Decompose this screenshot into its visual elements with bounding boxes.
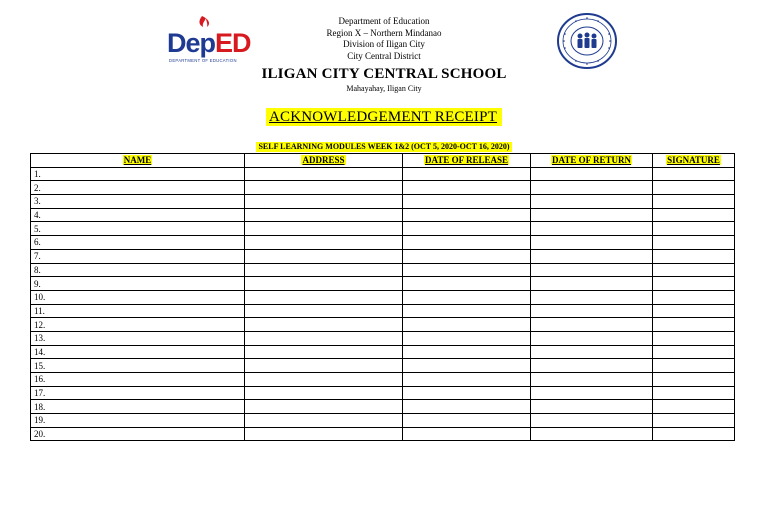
svg-text:DEPARTMENT OF EDUCATION: DEPARTMENT OF EDUCATION — [169, 58, 237, 63]
address-cell[interactable] — [245, 386, 403, 400]
signature-cell[interactable] — [653, 386, 735, 400]
header-line-division: Division of Iligan City — [343, 39, 425, 49]
school-address: Mahayahay, Iligan City — [346, 84, 422, 93]
return-date-cell[interactable] — [531, 414, 653, 428]
table-row — [31, 222, 735, 236]
table-row — [31, 236, 735, 250]
release-date-cell[interactable] — [403, 181, 531, 195]
table-row — [31, 331, 735, 345]
signature-cell[interactable] — [653, 249, 735, 263]
release-date-cell[interactable] — [403, 414, 531, 428]
table-row — [31, 208, 735, 222]
table-header-row — [31, 154, 735, 168]
signature-cell[interactable] — [653, 318, 735, 332]
table-row — [31, 195, 735, 209]
address-cell[interactable] — [245, 359, 403, 373]
name-cell[interactable]: 17. — [31, 386, 245, 400]
release-date-cell[interactable] — [403, 263, 531, 277]
table-row — [31, 386, 735, 400]
address-cell[interactable] — [245, 167, 403, 181]
signature-cell[interactable] — [653, 304, 735, 318]
name-cell[interactable]: 19. — [31, 414, 245, 428]
return-date-cell[interactable] — [531, 249, 653, 263]
address-cell[interactable] — [245, 195, 403, 209]
name-cell[interactable]: 14. — [31, 345, 245, 359]
table-row — [31, 318, 735, 332]
release-date-cell[interactable] — [403, 331, 531, 345]
name-cell[interactable]: 10. — [31, 290, 245, 304]
address-cell[interactable] — [245, 373, 403, 387]
name-cell[interactable]: 8. — [31, 263, 245, 277]
header-line-department: Department of Education — [338, 16, 430, 26]
release-date-cell[interactable] — [403, 318, 531, 332]
return-date-cell[interactable] — [531, 208, 653, 222]
table-row — [31, 359, 735, 373]
signature-cell[interactable] — [653, 427, 735, 441]
column-header-date-of-release: DATE OF RELEASE — [403, 154, 531, 168]
name-cell[interactable]: 20. — [31, 427, 245, 441]
signature-cell[interactable] — [653, 208, 735, 222]
release-date-cell[interactable] — [403, 195, 531, 209]
name-cell[interactable]: 16. — [31, 373, 245, 387]
table-row — [31, 345, 735, 359]
return-date-cell[interactable] — [531, 167, 653, 181]
table-row — [31, 263, 735, 277]
signature-cell[interactable] — [653, 167, 735, 181]
return-date-cell[interactable] — [531, 222, 653, 236]
address-cell[interactable] — [245, 236, 403, 250]
return-date-cell[interactable] — [531, 427, 653, 441]
signature-cell[interactable] — [653, 331, 735, 345]
column-header-name: NAME — [31, 154, 245, 168]
name-cell[interactable]: 5. — [31, 222, 245, 236]
document-subtitle: SELF LEARNING MODULES WEEK 1&2 (OCT 5, 2020-OCT 16, 2020) — [258, 142, 510, 151]
receipt-table — [30, 153, 735, 441]
name-cell[interactable]: 13. — [31, 331, 245, 345]
document-title: ACKNOWLEDGEMENT RECEIPT — [266, 108, 502, 126]
signature-cell[interactable] — [653, 263, 735, 277]
name-cell[interactable]: 11. — [31, 304, 245, 318]
return-date-cell[interactable] — [531, 236, 653, 250]
return-date-cell[interactable] — [531, 277, 653, 291]
release-date-cell[interactable] — [403, 400, 531, 414]
signature-cell[interactable] — [653, 222, 735, 236]
address-cell[interactable] — [245, 400, 403, 414]
table-row — [31, 373, 735, 387]
address-cell[interactable] — [245, 249, 403, 263]
signature-cell[interactable] — [653, 181, 735, 195]
school-name: ILIGAN CITY CENTRAL SCHOOL — [261, 66, 507, 82]
address-cell[interactable] — [245, 222, 403, 236]
release-date-cell[interactable] — [403, 290, 531, 304]
signature-cell[interactable] — [653, 414, 735, 428]
name-cell[interactable]: 3. — [31, 195, 245, 209]
table-row — [31, 427, 735, 441]
return-date-cell[interactable] — [531, 304, 653, 318]
release-date-cell[interactable] — [403, 277, 531, 291]
release-date-cell[interactable] — [403, 208, 531, 222]
address-cell[interactable] — [245, 304, 403, 318]
address-cell[interactable] — [245, 290, 403, 304]
return-date-cell[interactable] — [531, 263, 653, 277]
name-cell[interactable]: 7. — [31, 249, 245, 263]
release-date-cell[interactable] — [403, 386, 531, 400]
table-row — [31, 277, 735, 291]
return-date-cell[interactable] — [531, 290, 653, 304]
table-row — [31, 414, 735, 428]
release-date-cell[interactable] — [403, 222, 531, 236]
table-row — [31, 167, 735, 181]
return-date-cell[interactable] — [531, 331, 653, 345]
name-cell[interactable]: 9. — [31, 277, 245, 291]
table-row — [31, 290, 735, 304]
release-date-cell[interactable] — [403, 359, 531, 373]
table-row — [31, 400, 735, 414]
return-date-cell[interactable] — [531, 345, 653, 359]
release-date-cell[interactable] — [403, 345, 531, 359]
address-cell[interactable] — [245, 208, 403, 222]
signature-cell[interactable] — [653, 195, 735, 209]
return-date-cell[interactable] — [531, 359, 653, 373]
table-row — [31, 181, 735, 195]
address-cell[interactable] — [245, 345, 403, 359]
column-header-address: ADDRESS — [245, 154, 403, 168]
return-date-cell[interactable] — [531, 181, 653, 195]
column-header-signature: SIGNATURE — [653, 154, 735, 168]
header-line-region: Region X – Northern Mindanao — [326, 27, 442, 38]
name-cell[interactable]: 12. — [31, 318, 245, 332]
return-date-cell[interactable] — [531, 386, 653, 400]
return-date-cell[interactable] — [531, 400, 653, 414]
signature-cell[interactable] — [653, 400, 735, 414]
return-date-cell[interactable] — [531, 318, 653, 332]
letterhead — [0, 16, 768, 95]
table-row — [31, 304, 735, 318]
address-cell[interactable] — [245, 277, 403, 291]
signature-cell[interactable] — [653, 277, 735, 291]
return-date-cell[interactable] — [531, 373, 653, 387]
name-cell[interactable]: 1. — [31, 167, 245, 181]
signature-cell[interactable] — [653, 290, 735, 304]
return-date-cell[interactable] — [531, 195, 653, 209]
release-date-cell[interactable] — [403, 427, 531, 441]
address-cell[interactable] — [245, 427, 403, 441]
release-date-cell[interactable] — [403, 249, 531, 263]
signature-cell[interactable] — [653, 236, 735, 250]
address-cell[interactable] — [245, 331, 403, 345]
signature-cell[interactable] — [653, 373, 735, 387]
svg-text:DepED: DepED — [167, 28, 251, 58]
name-cell[interactable]: 6. — [31, 236, 245, 250]
header-line-district: City Central District — [347, 50, 421, 61]
release-date-cell[interactable] — [403, 167, 531, 181]
release-date-cell[interactable] — [403, 304, 531, 318]
address-cell[interactable] — [245, 181, 403, 195]
name-cell[interactable]: 18. — [31, 400, 245, 414]
address-cell[interactable] — [245, 318, 403, 332]
address-cell[interactable] — [245, 263, 403, 277]
address-cell[interactable] — [245, 414, 403, 428]
name-cell[interactable]: 2. — [31, 181, 245, 195]
signature-cell[interactable] — [653, 359, 735, 373]
name-cell[interactable]: 15. — [31, 359, 245, 373]
release-date-cell[interactable] — [403, 236, 531, 250]
signature-cell[interactable] — [653, 345, 735, 359]
release-date-cell[interactable] — [403, 373, 531, 387]
table-row — [31, 249, 735, 263]
name-cell[interactable]: 4. — [31, 208, 245, 222]
column-header-date-of-return: DATE OF RETURN — [531, 154, 653, 168]
